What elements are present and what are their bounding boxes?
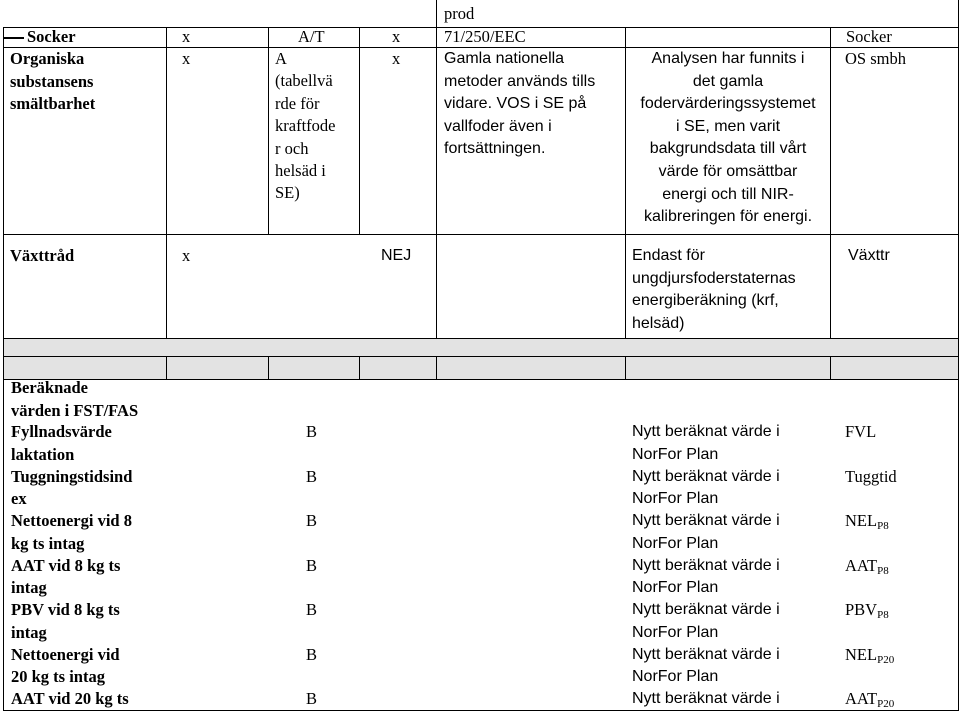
- rule: [3, 338, 958, 339]
- row-label: [11, 555, 120, 600]
- row-b: B: [306, 466, 318, 486]
- row-b: B: [306, 555, 318, 575]
- row-b: B: [306, 422, 318, 441]
- abbr-subscript: P20: [877, 698, 895, 710]
- abbr-text: Tuggtid: [845, 466, 897, 486]
- note-line: Nytt beräknat värde i: [632, 645, 780, 663]
- row-note: [632, 466, 780, 511]
- row-label: [11, 688, 129, 711]
- note-line: Nytt beräknat värde i: [632, 512, 780, 529]
- label-line: värden i FST/FAS: [11, 400, 139, 420]
- rule: [436, 0, 437, 339]
- label-line: AAT vid 8 kg ts: [11, 555, 121, 575]
- rule: [359, 27, 360, 235]
- note-line: r och: [275, 138, 309, 158]
- label-line: Tuggningstidsind: [11, 466, 133, 486]
- vaxttrad-right: Växttr: [848, 247, 890, 264]
- label-line: ex: [11, 489, 27, 508]
- note-line: fodervärderingssystemet: [640, 95, 816, 113]
- note-line: NorFor Plan: [632, 668, 719, 686]
- label-line: Beräknade: [11, 378, 89, 397]
- row-b: B: [306, 644, 318, 664]
- note-line: NorFor Plan: [632, 534, 719, 552]
- rule: [166, 356, 167, 380]
- row-note: [632, 599, 780, 644]
- rule: [3, 27, 4, 711]
- note-line: helsäd i: [275, 161, 326, 181]
- abbr-text: NEL: [845, 644, 878, 664]
- abbr-text: AAT: [845, 689, 878, 708]
- note-line: Analysen har funnits i: [651, 50, 805, 67]
- row-abbr: [845, 466, 897, 489]
- rule: [3, 356, 958, 357]
- row-abbr: [845, 599, 889, 624]
- rule: [268, 27, 269, 235]
- organiska-os: OS smbh: [845, 49, 906, 68]
- vaxttrad-nej: NEJ: [381, 247, 412, 264]
- top-x2: x: [392, 27, 401, 46]
- note-line: NorFor Plan: [632, 579, 719, 597]
- abbr-subscript: P8: [877, 564, 889, 577]
- note-line: Nytt beräknat värde i: [632, 423, 780, 440]
- rule: [3, 234, 958, 235]
- organiska-x2: x: [392, 49, 401, 68]
- label-line: substansens: [10, 71, 94, 91]
- label-line: intag: [11, 578, 47, 597]
- label-line: Nettoenergi vid: [11, 644, 120, 664]
- rule: [359, 356, 360, 380]
- vaxttrad-label: Växttråd: [10, 246, 75, 265]
- note-line: ungdjursfoderstaternas: [632, 269, 796, 287]
- note-line: bakgrundsdata till vårt: [649, 140, 807, 158]
- abbr-subscript: P8: [877, 609, 889, 621]
- abbr-text: PBV: [845, 600, 878, 619]
- top-eec: 71/250/EEC: [444, 27, 526, 46]
- shaded-row: [3, 339, 958, 356]
- label-line: laktation: [11, 444, 75, 464]
- row-label: [11, 644, 120, 689]
- note-line: kraftfode: [275, 116, 336, 136]
- row-abbr: [845, 555, 889, 580]
- note-line: fortsättningen.: [444, 140, 546, 158]
- abbr-subscript: P20: [877, 653, 895, 666]
- row-note: [632, 510, 780, 555]
- row-b: B: [306, 689, 318, 708]
- label-line: intag: [11, 622, 47, 642]
- row-label: [11, 599, 120, 644]
- row-note: [632, 688, 780, 711]
- row-label: [11, 510, 132, 555]
- label-line: kg ts intag: [11, 533, 85, 553]
- note-line: vidare. VOS i SE på: [444, 95, 587, 113]
- top-socker-right: Socker: [846, 27, 892, 46]
- label-line: Nettoenergi vid 8: [11, 511, 132, 530]
- note-line: kalibreringen för energi.: [643, 208, 813, 226]
- abbr-text: FVL: [845, 422, 877, 441]
- label-line: AAT vid 20 kg ts: [11, 689, 129, 708]
- rule: [3, 710, 958, 711]
- note-line: vallfoder även i: [444, 117, 552, 135]
- row-abbr: [845, 644, 894, 669]
- note-line: rde för: [275, 93, 320, 113]
- rule: [830, 27, 831, 339]
- rule: [166, 27, 167, 339]
- note-line: Gamla nationella: [444, 50, 565, 67]
- rule: [830, 356, 831, 380]
- row-abbr: [845, 688, 894, 713]
- organiska-label: [10, 48, 95, 116]
- row-label: [11, 421, 112, 466]
- beraknade-label: [11, 377, 138, 422]
- note-line: A: [275, 49, 287, 68]
- note-line: Nytt beräknat värde i: [632, 467, 780, 485]
- note-line: (tabellvä: [275, 71, 333, 91]
- vaxttrad-x: x: [182, 246, 191, 265]
- socker-label: [4, 26, 76, 49]
- note-line: Nytt beräknat värde i: [632, 601, 780, 618]
- label-line: 20 kg ts intag: [11, 667, 105, 686]
- rule: [436, 356, 437, 380]
- label-line: Fyllnadsvärde: [11, 422, 112, 441]
- abbr-text: NEL: [845, 511, 878, 530]
- abbr-subscript: P8: [877, 520, 889, 532]
- shaded-row: [3, 357, 958, 379]
- row-label: [11, 466, 132, 511]
- note-line: energi och till NIR-: [662, 185, 794, 203]
- prod-text: prod: [444, 4, 475, 23]
- top-x1: x: [182, 27, 191, 46]
- organiska-a-note: [275, 48, 335, 205]
- note-line: Nytt beräknat värde i: [632, 556, 780, 574]
- note-line: värde för omsättbar: [658, 162, 798, 180]
- rule: [268, 356, 269, 380]
- label-line: Organiska: [10, 49, 85, 68]
- note-line: NorFor Plan: [632, 490, 719, 508]
- row-abbr: [845, 510, 889, 535]
- note-line: metoder används tills: [444, 72, 596, 90]
- row-note: [632, 421, 780, 466]
- note-line: det gamla: [692, 72, 764, 90]
- note-line: Endast för: [632, 247, 705, 264]
- note-line: Nytt beräknat värde i: [632, 690, 780, 707]
- top-at: A/T: [298, 27, 325, 46]
- rule: [625, 356, 626, 380]
- organiska-analysen: [626, 48, 830, 229]
- note-line: NorFor Plan: [632, 445, 719, 463]
- rule: [3, 379, 958, 380]
- label-line: smältbarhet: [10, 94, 96, 113]
- note-line: SE): [275, 183, 300, 203]
- note-line: NorFor Plan: [632, 623, 719, 641]
- organiska-gamla: [444, 48, 595, 161]
- row-abbr: [845, 421, 876, 444]
- organiska-x: x: [182, 49, 191, 68]
- row-b: B: [306, 511, 318, 530]
- note-line: energiberäkning (krf,: [632, 292, 779, 310]
- row-b: B: [306, 600, 318, 619]
- note-line: helsäd): [632, 314, 685, 332]
- row-note: [632, 644, 780, 689]
- vaxttrad-endast: [632, 245, 796, 335]
- abbr-text: AAT: [845, 555, 878, 575]
- socker-text: Socker: [27, 27, 76, 46]
- note-line: i SE, men varit: [675, 117, 781, 135]
- label-line: PBV vid 8 kg ts: [11, 600, 120, 619]
- row-note: [632, 555, 780, 600]
